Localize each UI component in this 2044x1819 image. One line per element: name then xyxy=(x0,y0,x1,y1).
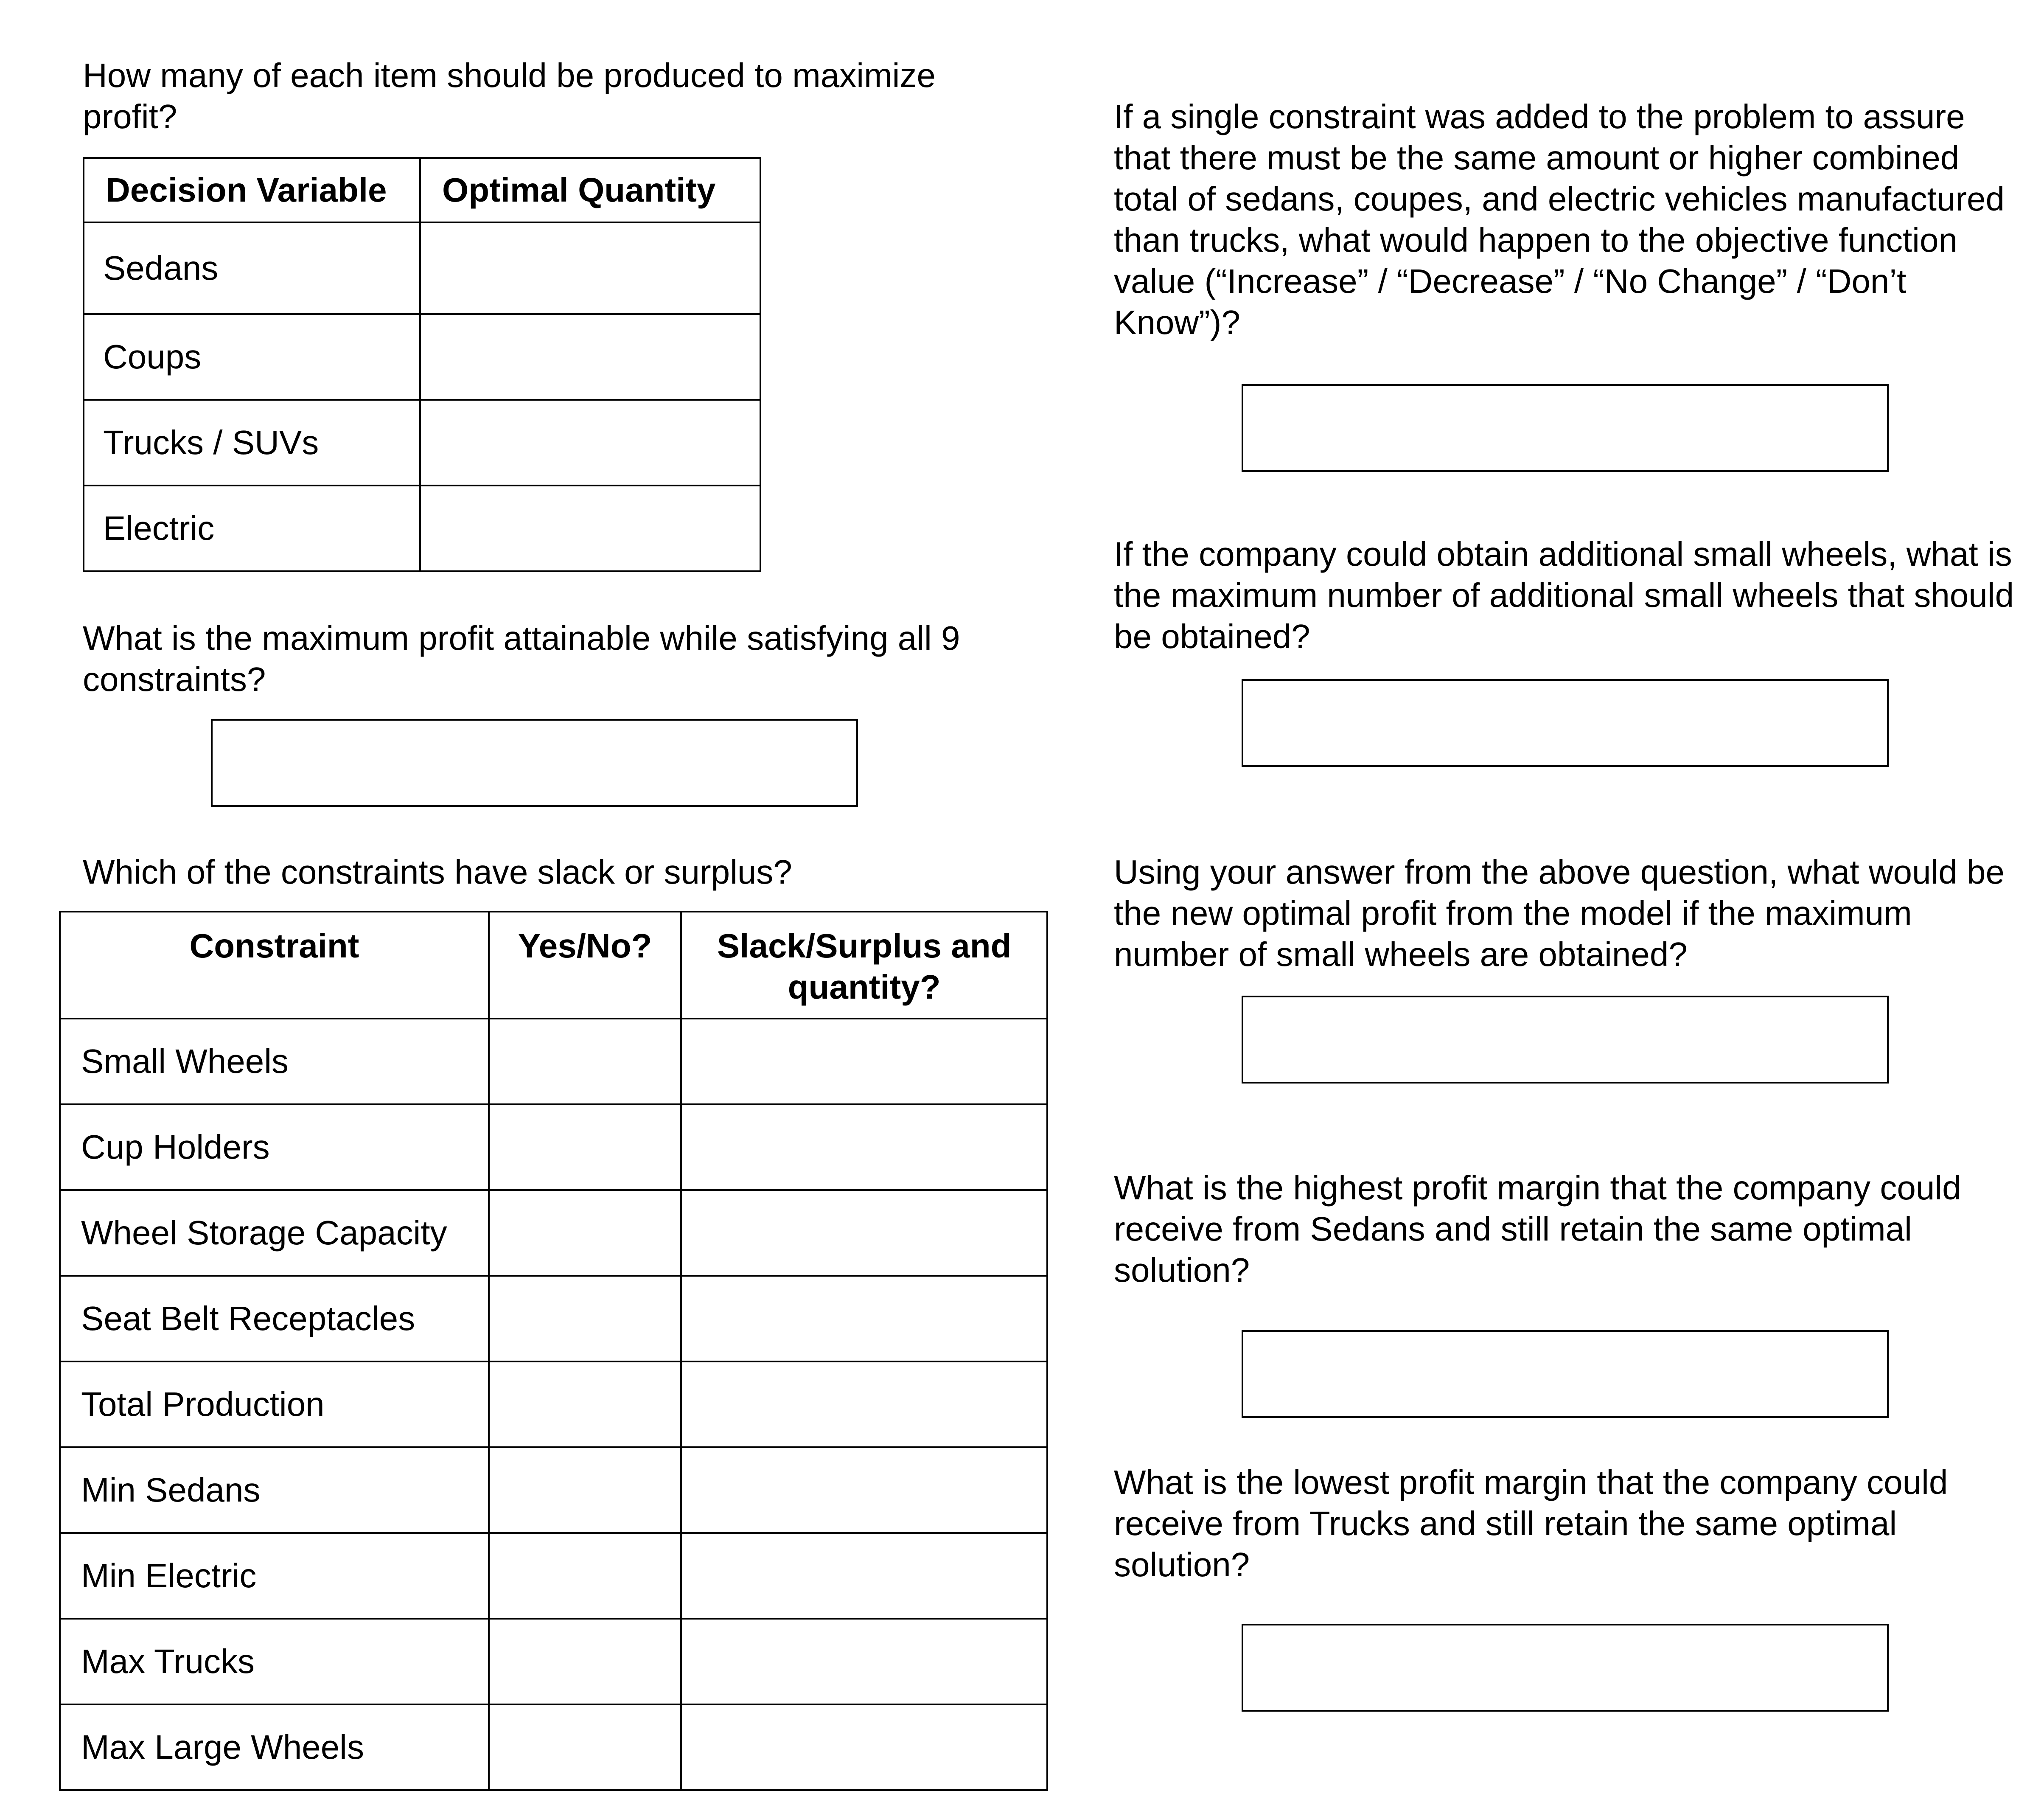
table-row xyxy=(84,314,760,400)
new-profit-answer-box[interactable] xyxy=(1242,996,1889,1084)
header-optimal-quantity: Optimal Quantity xyxy=(420,158,760,222)
header-constraint: Constraint xyxy=(60,912,489,1019)
header-decision-variable: Decision Variable xyxy=(84,158,420,222)
question-sedan-margin: What is the highest profit margin that the company could receive from Sedans and still retain the same optimal solution? xyxy=(1114,1169,1961,1289)
slack-quantity-cell[interactable] xyxy=(681,1619,1047,1704)
table-row xyxy=(60,1104,1047,1190)
table-row xyxy=(60,1447,1047,1533)
question-max-profit: What is the maximum profit attainable while satisfying all 9 constraints? xyxy=(83,619,960,698)
question-new-profit: Using your answer from the above question, what would be the new optimal profit from the model if the maximum number of small wheels are obtained? xyxy=(1114,853,2005,973)
question-small-wheels: If the company could obtain additional small wheels, what is the maximum number of additional small wheels that should be obtained? xyxy=(1114,535,2014,655)
constraint-label: Cup Holders xyxy=(60,1104,489,1190)
constraint-label: Min Electric xyxy=(60,1533,489,1619)
table-row xyxy=(60,1533,1047,1619)
truck-margin-answer-box[interactable] xyxy=(1242,1624,1889,1712)
slack-quantity-cell[interactable] xyxy=(681,1276,1047,1361)
constraint-label: Max Trucks xyxy=(60,1619,489,1704)
yes-no-cell[interactable] xyxy=(489,1104,681,1190)
table-row xyxy=(84,400,760,486)
small-wheels-answer-box[interactable] xyxy=(1242,679,1889,767)
slack-quantity-cell[interactable] xyxy=(681,1190,1047,1276)
slack-quantity-cell[interactable] xyxy=(681,1104,1047,1190)
constraint-label: Small Wheels xyxy=(60,1019,489,1104)
quantity-answer-cell[interactable] xyxy=(420,314,760,400)
table-row xyxy=(60,1019,1047,1104)
yes-no-cell[interactable] xyxy=(489,1533,681,1619)
slack-quantity-cell[interactable] xyxy=(681,1019,1047,1104)
yes-no-cell[interactable] xyxy=(489,1447,681,1533)
quantity-answer-cell[interactable] xyxy=(420,400,760,486)
constraint-label: Seat Belt Receptacles xyxy=(60,1276,489,1361)
max-profit-answer-box[interactable] xyxy=(211,719,858,807)
table-row xyxy=(84,222,760,314)
table-row xyxy=(60,1704,1047,1790)
table-header-row xyxy=(84,158,760,222)
quantity-table xyxy=(83,157,761,572)
header-yes-no: Yes/No? xyxy=(489,912,681,1019)
table-row xyxy=(60,1190,1047,1276)
variable-label: Coups xyxy=(84,314,420,400)
question-slack-surplus: Which of the constraints have slack or surplus? xyxy=(83,853,792,891)
yes-no-cell[interactable] xyxy=(489,1619,681,1704)
objective-change-answer-box[interactable] xyxy=(1242,384,1889,472)
table-row xyxy=(60,1276,1047,1361)
sedan-margin-answer-box[interactable] xyxy=(1242,1330,1889,1418)
yes-no-cell[interactable] xyxy=(489,1704,681,1790)
yes-no-cell[interactable] xyxy=(489,1019,681,1104)
table-row xyxy=(84,486,760,571)
variable-label: Electric xyxy=(84,486,420,571)
quantity-answer-cell[interactable] xyxy=(420,486,760,571)
slack-quantity-cell[interactable] xyxy=(681,1533,1047,1619)
constraint-label: Wheel Storage Capacity xyxy=(60,1190,489,1276)
constraint-label: Total Production xyxy=(60,1361,489,1447)
slack-quantity-cell[interactable] xyxy=(681,1704,1047,1790)
header-slack-surplus: Slack/Surplus and quantity? xyxy=(681,912,1047,1019)
variable-label: Sedans xyxy=(84,222,420,314)
quantity-answer-cell[interactable] xyxy=(420,222,760,314)
table-row xyxy=(60,1361,1047,1447)
question-constraint-added: If a single constraint was added to the problem to assure that there must be the same amount or higher combined total of sedans, coupes, and electric vehicles manufactured than trucks, what would happen to the objective function value (“Increase” / “Decrease” / “No Change” / “Don’t Know”)? xyxy=(1114,98,2005,341)
yes-no-cell[interactable] xyxy=(489,1361,681,1447)
question-quantities: How many of each item should be produced to maximize profit? xyxy=(83,56,936,135)
constraint-label: Max Large Wheels xyxy=(60,1704,489,1790)
slack-quantity-cell[interactable] xyxy=(681,1361,1047,1447)
constraint-table xyxy=(59,911,1048,1791)
slack-quantity-cell[interactable] xyxy=(681,1447,1047,1533)
yes-no-cell[interactable] xyxy=(489,1276,681,1361)
table-row xyxy=(60,1619,1047,1704)
yes-no-cell[interactable] xyxy=(489,1190,681,1276)
table-header-row xyxy=(60,912,1047,1019)
variable-label: Trucks / SUVs xyxy=(84,400,420,486)
constraint-label: Min Sedans xyxy=(60,1447,489,1533)
question-truck-margin: What is the lowest profit margin that the company could receive from Trucks and still retain the same optimal solution? xyxy=(1114,1463,1948,1583)
